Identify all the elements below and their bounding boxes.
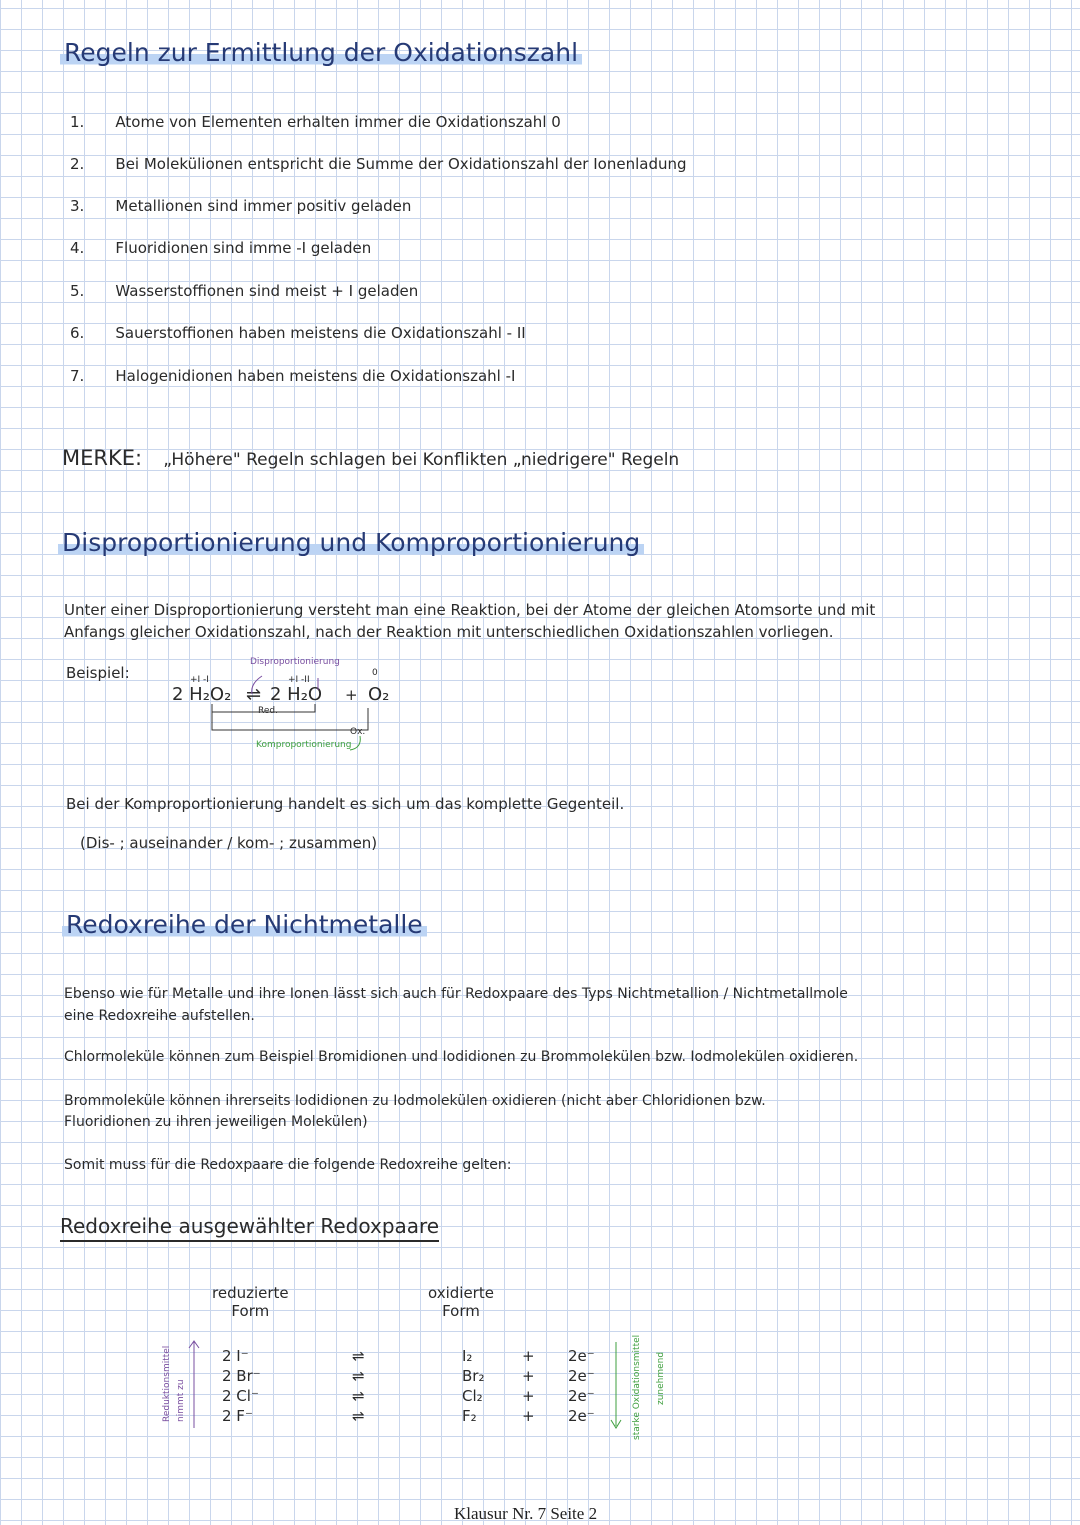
column-header-reduced-line-1: reduzierte — [212, 1284, 289, 1302]
paragraph-3-line-1: Brommoleküle können ihrerseits Iodidionen zu Iodmolekülen oxidieren (nicht aber Chloridionen bzw. — [64, 1093, 766, 1109]
cell-arrow: ⇌ — [352, 1407, 365, 1425]
cell-reduced: 2 I⁻ — [222, 1347, 249, 1365]
rule-text: Sauerstoffionen haben meistens die Oxidationszahl - II — [115, 324, 526, 342]
rule-number: 1. — [70, 113, 85, 131]
cell-electrons: 2e⁻ — [568, 1367, 595, 1385]
column-header-reduced-line-2: Form — [231, 1302, 270, 1320]
cell-electrons: 2e⁻ — [568, 1387, 595, 1405]
definition-line-2: Anfangs gleicher Oxidationszahl, nach der Reaktion mit unterschiedlichen Oxidationszahlen vorliegen. — [64, 623, 834, 641]
equilibrium-arrow: ⇌ — [246, 684, 262, 705]
cell-electrons: 2e⁻ — [568, 1407, 595, 1425]
cell-reduced: 2 F⁻ — [222, 1407, 253, 1425]
prefix-explanation: (Dis- ; auseinander / kom- ; zusammen) — [80, 834, 378, 852]
cell-plus: + — [522, 1387, 535, 1405]
rule-text: Atome von Elementen erhalten immer die Oxidationszahl 0 — [115, 113, 561, 131]
section-title-disproportionierung: Disproportionierung und Komproportionierung — [58, 528, 644, 557]
column-header-reduced — [212, 1284, 289, 1320]
section-title-oxidationszahl: Regeln zur Ermittlung der Oxidationszahl — [60, 38, 582, 67]
right-axis-label: starke Oxidationsmittel — [632, 1334, 642, 1440]
oxidation-number-oxygen: 0 — [372, 668, 378, 678]
column-header-oxidized-line-2: Form — [442, 1302, 480, 1320]
cell-arrow: ⇌ — [352, 1387, 365, 1405]
definition-line-1: Unter einer Disproportionierung versteht man eine Reaktion, bei der Atome der gleichen Atomsorte und mit — [64, 601, 876, 619]
cell-arrow: ⇌ — [352, 1347, 365, 1365]
cell-arrow: ⇌ — [352, 1367, 365, 1385]
paragraph-2: Chlormoleküle können zum Beispiel Bromidionen und Iodidionen zu Brommolekülen bzw. Iodmolekülen oxidieren. — [64, 1049, 859, 1065]
column-header-oxidized — [428, 1284, 494, 1320]
rule-number: 4. — [70, 239, 85, 257]
paragraph-1-line-2: eine Redoxreihe aufstellen. — [64, 1008, 255, 1024]
paragraph-3-line-2: Fluoridionen zu ihren jeweiligen Molekülen) — [64, 1114, 368, 1130]
rule-item — [70, 154, 687, 173]
komproportionierung-text: Bei der Komproportionierung handelt es sich um das komplette Gegenteil. — [66, 795, 625, 813]
left-axis-label-2: nimmt zu — [176, 1379, 186, 1422]
rule-text: Fluoridionen sind imme -I geladen — [115, 239, 372, 257]
column-header-oxidized-line-1: oxidierte — [428, 1284, 494, 1302]
cell-oxidized: Br₂ — [462, 1367, 485, 1385]
rule-text: Halogenidionen haben meistens die Oxidationszahl -I — [115, 367, 516, 385]
merke-note — [62, 446, 679, 470]
left-axis-label: Reduktionsmittel — [162, 1345, 172, 1422]
cell-oxidized: F₂ — [462, 1407, 477, 1425]
rule-item — [70, 238, 371, 257]
rule-item — [70, 323, 526, 342]
cell-plus: + — [522, 1407, 535, 1425]
oxidation-number-reactant: +I -I — [190, 675, 209, 685]
rule-number: 2. — [70, 155, 85, 173]
right-axis-label-2: zunehmend — [656, 1351, 666, 1405]
equation-brackets — [200, 668, 380, 758]
equation-plus: + — [345, 686, 358, 704]
equation-product-water: 2 H₂O — [270, 684, 323, 705]
cell-plus: + — [522, 1347, 535, 1365]
merke-text: „Höhere" Regeln schlagen bei Konflikten „niedrigere" Regeln — [163, 450, 680, 470]
paragraph-4: Somit muss für die Redoxpaare die folgende Redoxreihe gelten: — [64, 1157, 512, 1173]
reduction-label: Red. — [258, 706, 278, 716]
rule-item — [70, 112, 561, 131]
example-label: Beispiel: — [66, 664, 130, 682]
rule-item — [70, 196, 411, 215]
rule-number: 5. — [70, 282, 85, 300]
arrow-up-icon — [186, 1338, 202, 1430]
arrow-down-icon — [608, 1340, 624, 1432]
rule-item — [70, 281, 418, 300]
rule-number: 6. — [70, 324, 85, 342]
section-title-redoxreihe-ausgewaehlt: Redoxreihe ausgewählter Redoxpaare — [60, 1214, 439, 1242]
rule-text: Wasserstoffionen sind meist + I geladen — [115, 282, 419, 300]
cell-reduced: 2 Cl⁻ — [222, 1387, 259, 1405]
rule-text: Bei Molekülionen entspricht die Summe der Oxidationszahl der Ionenladung — [115, 155, 687, 173]
rule-number: 3. — [70, 197, 85, 215]
merke-label: MERKE: — [62, 446, 143, 470]
page-footer: Klausur Nr. 7 Seite 2 — [454, 1504, 598, 1523]
cell-plus: + — [522, 1367, 535, 1385]
equation-label-komproportionierung: Komproportionierung — [256, 740, 352, 750]
equation-product-oxygen: O₂ — [368, 684, 390, 705]
oxidation-number-water: +I -II — [288, 675, 310, 685]
cell-oxidized: I₂ — [462, 1347, 473, 1365]
paragraph-1-line-1: Ebenso wie für Metalle und ihre Ionen lässt sich auch für Redoxpaare des Typs Nichtmetallion / Nichtmetallmole — [64, 986, 848, 1002]
cell-oxidized: Cl₂ — [462, 1387, 483, 1405]
rule-item — [70, 366, 515, 385]
rule-number: 7. — [70, 367, 85, 385]
equation-reactant: 2 H₂O₂ — [172, 684, 232, 705]
cell-electrons: 2e⁻ — [568, 1347, 595, 1365]
oxidation-label: Ox. — [350, 727, 366, 737]
equation-label-disproportionierung: Disproportionierung — [250, 657, 340, 667]
section-title-redoxreihe-nichtmetalle: Redoxreihe der Nichtmetalle — [62, 910, 427, 939]
cell-reduced: 2 Br⁻ — [222, 1367, 261, 1385]
rule-text: Metallionen sind immer positiv geladen — [115, 197, 412, 215]
